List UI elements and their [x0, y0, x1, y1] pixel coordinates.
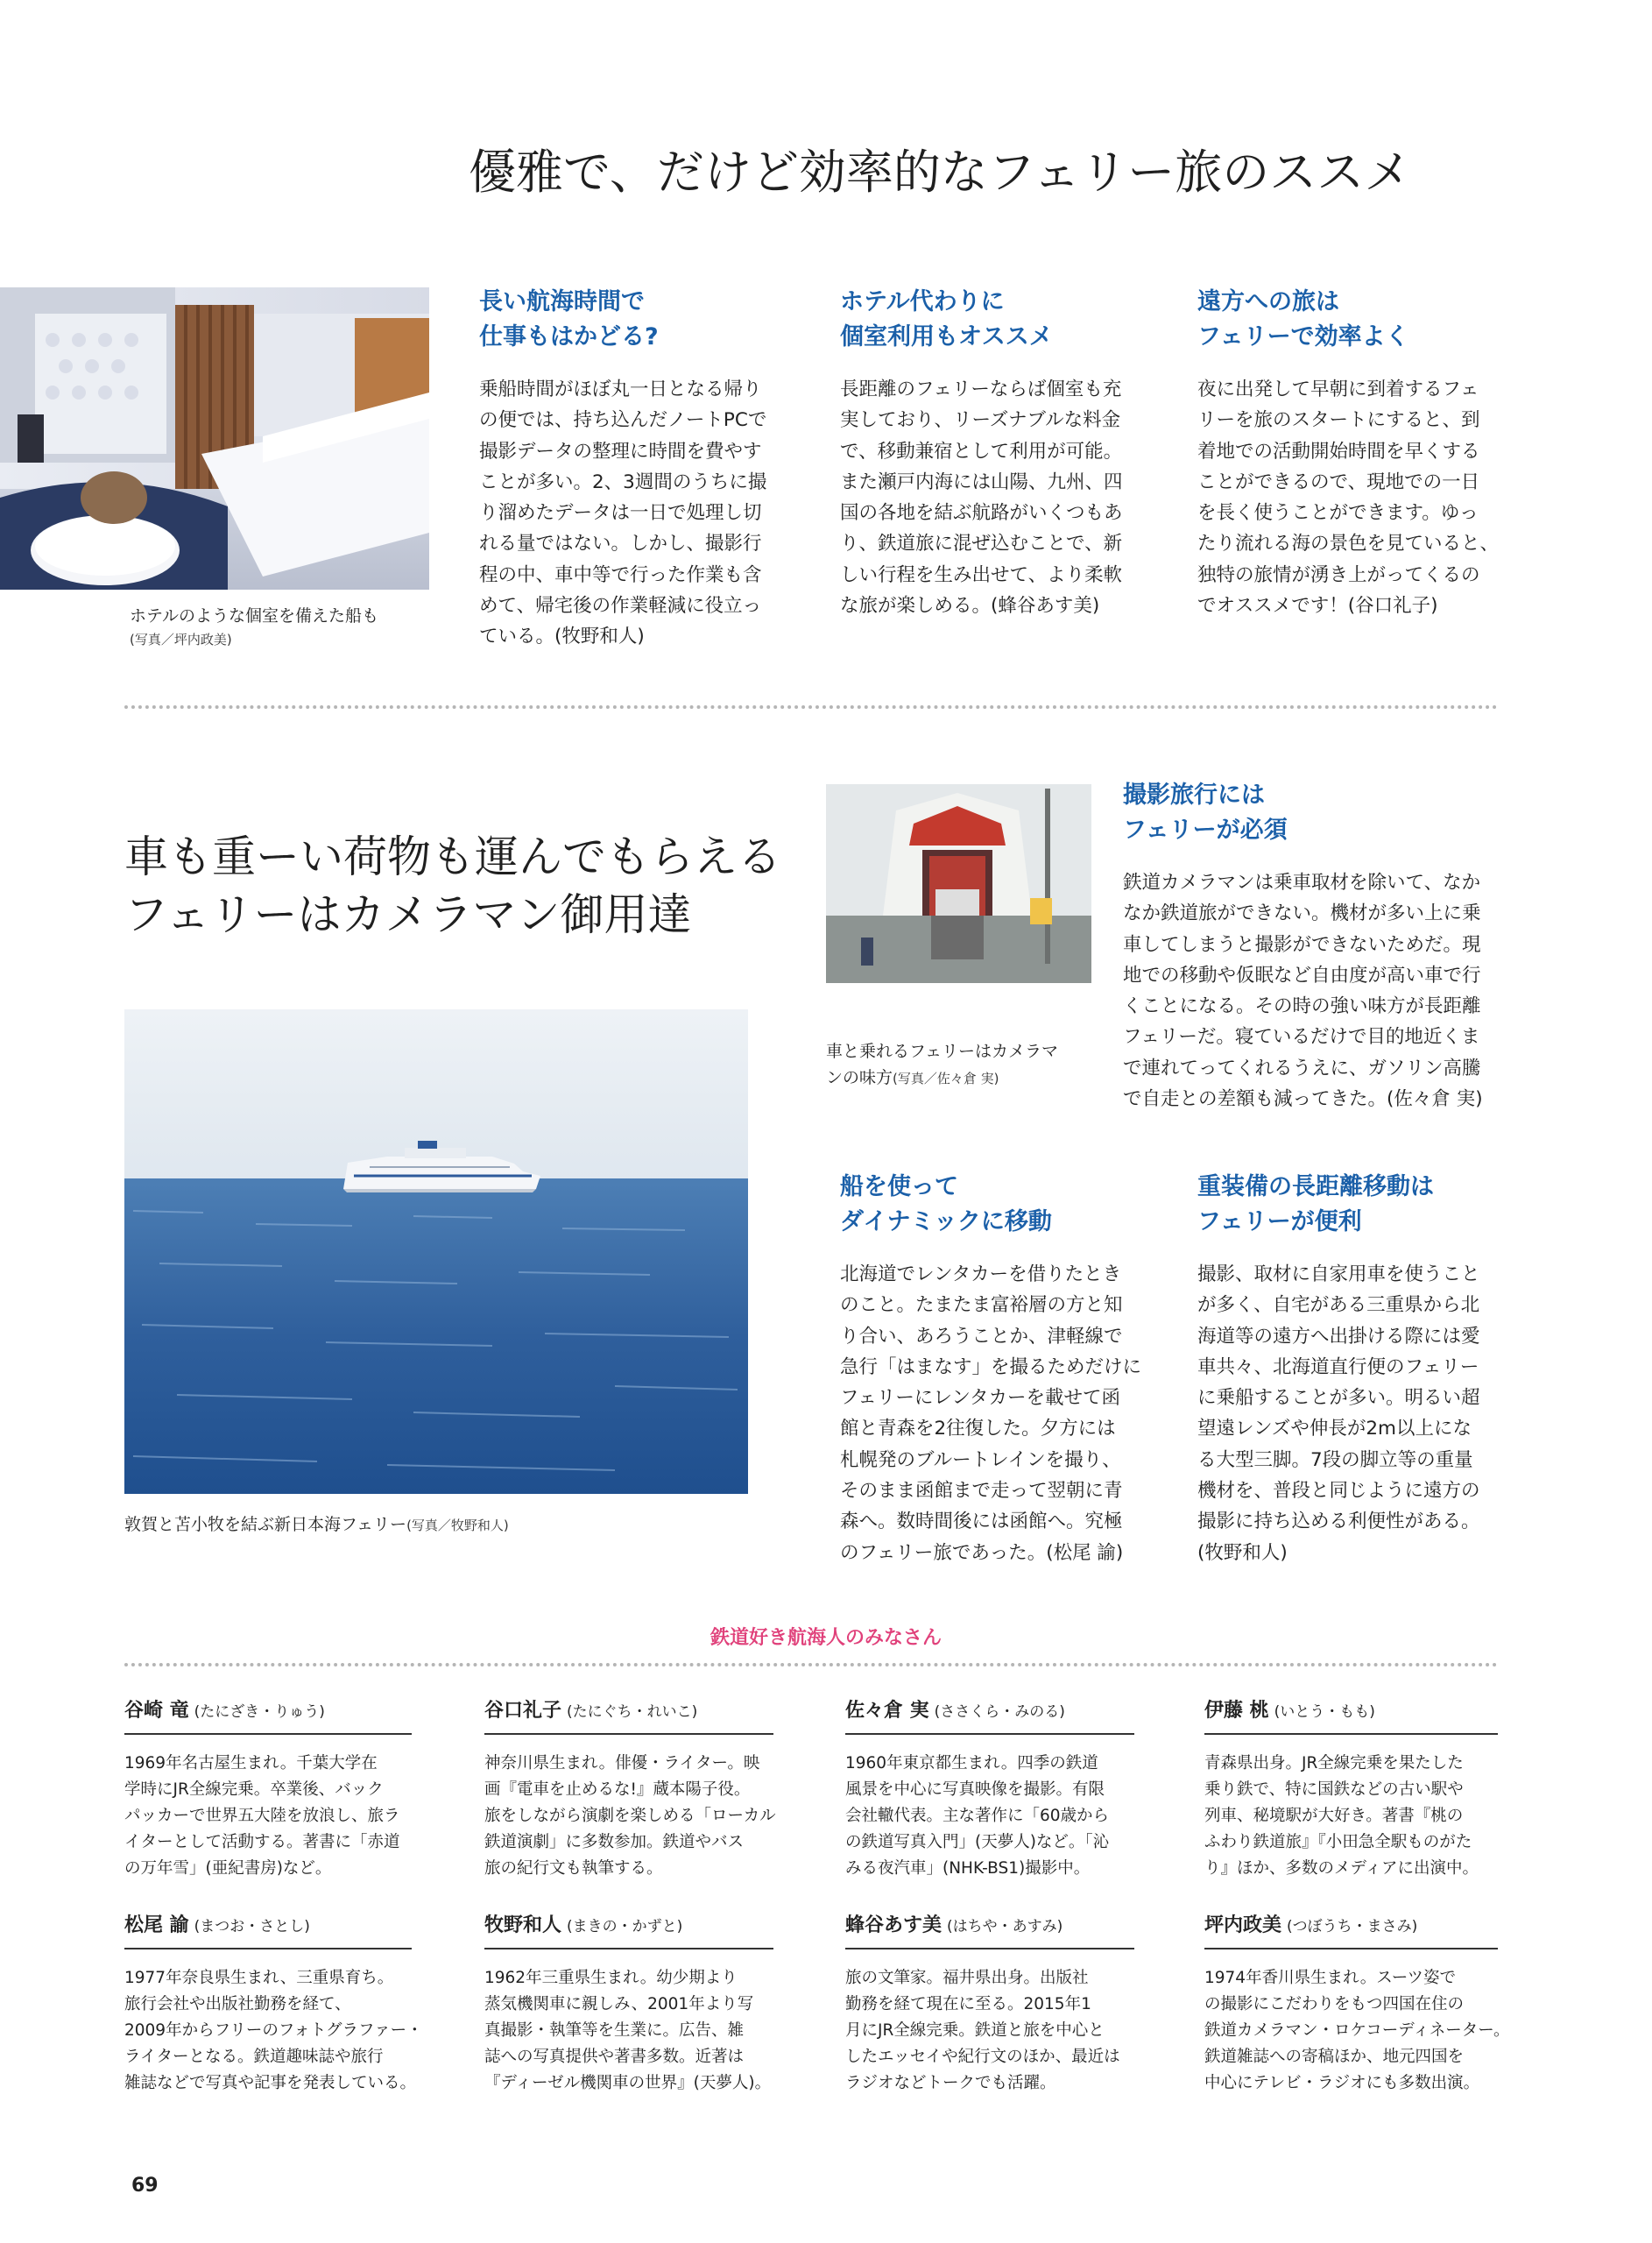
members-section-label: 鉄道好き航海人のみなさん [710, 1627, 942, 1649]
member-profile [1204, 1695, 1502, 1882]
member-profile [1204, 1910, 1510, 2097]
members-divider [124, 1663, 1498, 1666]
column-body: 乗船時間がほぼ丸一日となる帰り の便では、持ち込んだノートPCで 撮影データの整理に時間を費やす ことが多い。2、3週間のうちに撮 り溜めたデータは一日で処理し切 れる量ではない。しかし、撮影行 程の中、車中等で行った作業も含 めて、帰宅後の作業軽減に役立っ ている。(牧野和人) [479, 379, 767, 648]
column-heading: 遠方への旅は フェリーで効率よく [1197, 288, 1409, 350]
member-name: 松尾 諭 (まつお・さとし) [124, 1914, 310, 1936]
column-photo-trip [1123, 778, 1508, 1114]
member-name: 伊藤 桃 (いとう・もも) [1204, 1700, 1375, 1722]
member-bio: 1969年名古屋生まれ。千葉大学在 学時にJR全線完乗。卒業後、バック パッカーで世界五大陸を放浪し、旅ラ イターとして活動する。著書に「赤道 の万年雪」(亜紀書房)など。 [124, 1754, 400, 1878]
column-heading: ホテル代わりに 個室利用もオススメ [840, 288, 1053, 350]
member-bio: 1974年香川県生まれ。スーツ姿で の撮影にこだわりをもつ四国在住の 鉄道カメラマン・ロケコーディネーター。 鉄道雑誌への寄稿ほか、地元四国を 中心にテレビ・ラジオにも多数出演。 [1204, 1969, 1510, 2092]
member-name: 坪内政美 (つぼうち・まさみ) [1204, 1914, 1418, 1936]
section-title-ferry-travel: 優雅で、だけど効率的なフェリー旅のススメ [469, 145, 1412, 200]
member-rule [124, 1948, 412, 1949]
member-name: 蜂谷あす美 (はちや・あすみ) [845, 1914, 1063, 1936]
member-profile [124, 1695, 413, 1882]
member-rule [484, 1733, 773, 1735]
member-bio: 1960年東京都生まれ。四季の鉄道 風景を中心に写真映像を撮影。有限 会社轍代表。主な著作に「60歳から の鉄道写真入門」(天夢人)など。「沁 みる夜汽車」(NHK-BS1)撮影中。 [845, 1754, 1110, 1878]
member-bio: 神奈川県生まれ。俳優・ライター。映 画『電車を止めるな!』蔵本陽子役。 旅をしながら演劇を楽しめる「ローカル 鉄道演劇」に多数参加。鉄道やバス 旅の紀行文も執筆する。 [484, 1754, 776, 1878]
column-heading: 重装備の長距離移動は フェリーが便利 [1197, 1173, 1434, 1235]
column-body: 長距離のフェリーならば個室も充 実しており、リーズナブルな料金 で、移動兼宿として利用が可能。 また瀬戸内海には山陽、九州、四 国の各地を結ぶ航路がいくつもあ り、鉄道旅に混ぜ込むことで、新 しい行程を生み出せて、より柔軟 な旅が楽しめる。(蜂谷あす美) [840, 379, 1123, 618]
column-private-cabin [840, 285, 1147, 621]
column-heading: 撮影旅行には フェリーが必須 [1123, 782, 1288, 844]
ferry-ramp-photo [826, 784, 1091, 983]
member-profile [845, 1695, 1134, 1882]
sea-ferry-photo [124, 1009, 748, 1494]
ferry-ramp-caption: 車と乗れるフェリーはカメラマ ンの味方(写真／佐々倉 実) [826, 1042, 1059, 1087]
column-dynamic-travel [840, 1170, 1147, 1568]
member-name: 谷崎 竜 (たにざき・りゅう) [124, 1700, 325, 1722]
member-bio: 青森県出身。JR全線完乗を果たした 乗り鉄で、特に国鉄などの古い駅や 列車、秘境駅が大好き。著書『桃の ふわり鉄道旅』『小田急全駅ものがた り』ほか、多数のメディアに出演中。 [1204, 1754, 1479, 1878]
cabin-photo-credit: (写真／坪内政美) [130, 632, 232, 647]
member-rule [484, 1948, 773, 1949]
column-heading: 船を使って ダイナミックに移動 [840, 1173, 1052, 1235]
member-profile [845, 1910, 1143, 2097]
member-name: 佐々倉 実 (ささくら・みのる) [845, 1700, 1065, 1722]
member-rule [845, 1733, 1134, 1735]
member-profile [124, 1910, 422, 2097]
column-heavy-gear [1197, 1170, 1521, 1568]
cabin-photo-caption: ホテルのような個室を備えた船も [130, 606, 379, 626]
section-divider [124, 705, 1498, 709]
member-rule [124, 1733, 412, 1735]
column-body: 撮影、取材に自家用車を使うこと が多く、自宅がある三重県から北 海道等の遠方へ出掛ける際には愛 車共々、北海道直行便のフェリー に乗船することが多い。明るい超 望遠レンズや伸長が2m以上にな る大型三脚。7段の脚立等の重量 機材を、普段と同じように遠方の 撮影に持ち込める利便性がある。 (牧野和人) [1197, 1263, 1480, 1564]
column-body: 夜に出発して早朝に到着するフェ リーを旅のスタートにすると、到 着地での活動開始時間を早くする ことができるので、現地での一日 を長く使うことができます。ゆっ たり流れる海の景色を見ていると、 独特の旅情が湧き上がってくるの でオススメです！(谷口礼子) [1197, 379, 1500, 618]
page-number: 69 [131, 2175, 159, 2197]
member-bio: 1962年三重県生まれ。幼少期より 蒸気機関車に親しみ、2001年より写 真撮影・執筆等を生業に。広告、雑 誌への写真提供や著書多数。近著は 『ディーゼル機関車の世界』(天夢人)。 [484, 1969, 772, 2092]
section-title-camera-ferry: 車も重ーい荷物も運んでもらえる フェリーはカメラマン御用達 [124, 831, 781, 940]
column-body: 北海道でレンタカーを借りたとき のこと。たまたま富裕層の方と知 り合い、あろうことか、津軽線で 急行「はまなす」を撮るためだけに フェリーにレンタカーを載せて函 館と青森を2往復した。夕方には 札幌発のブルートレインを撮り、 そのまま函館まで走って翌朝に青 森へ。数時間後には函館へ。究極 のフェリー旅であった。(松尾 諭) [840, 1263, 1142, 1564]
column-work-on-board [479, 285, 786, 653]
member-rule [845, 1948, 1134, 1949]
member-rule [1204, 1733, 1498, 1735]
member-bio: 旅の文筆家。福井県出身。出版社 勤務を経て現在に至る。2015年1 月にJR全線完乗。鉄道と旅を中心と したエッセイや紀行文のほか、最近は ラジオなどトークでも活躍。 [845, 1969, 1120, 2092]
member-bio: 1977年奈良県生まれ、三重県育ち。 旅行会社や出版社勤務を経て、 2009年からフリーのフォトグラファー・ ライターとなる。鉄道趣味誌や旅行 雑誌などで写真や記事を発表している。 [124, 1969, 423, 2092]
member-rule [1204, 1948, 1498, 1949]
member-name: 牧野和人 (まきの・かずと) [484, 1914, 683, 1936]
cabin-photo [0, 287, 429, 590]
column-heading: 長い航海時間で 仕事もはかどる? [479, 288, 659, 350]
member-profile [484, 1910, 782, 2097]
member-profile [484, 1695, 776, 1882]
member-name: 谷口礼子 (たにぐち・れいこ) [484, 1700, 698, 1722]
column-long-distance [1197, 285, 1521, 621]
column-body: 鉄道カメラマンは乗車取材を除いて、なか なか鉄道旅ができない。機材が多い上に乗 車してしまうと撮影ができないためだ。現 地での移動や仮眠など自由度が高い車で行 くことになる。その時の強い味方が長距離 フェリーだ。寝ているだけで目的地近くま で連れてってくれるうえに、ガソリン高騰 で自走との差額も減ってきた。(佐々倉 実) [1123, 872, 1483, 1111]
sea-ferry-caption: 敦賀と苫小牧を結ぶ新日本海フェリー(写真／牧野和人) [124, 1515, 509, 1534]
